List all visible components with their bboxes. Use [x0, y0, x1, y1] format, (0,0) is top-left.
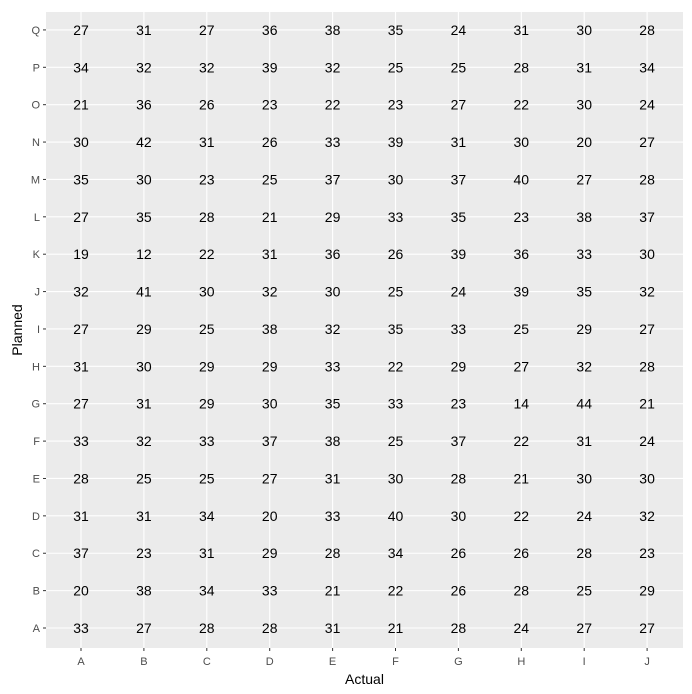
cell-label-c-b: 23 [136, 545, 152, 562]
cell-label-p-j: 34 [639, 59, 655, 76]
cell-label-p-d: 39 [261, 59, 278, 76]
y-tick-label-h: H [32, 361, 40, 374]
cell-label-p-a: 34 [73, 59, 89, 76]
cell-label-a-d: 28 [261, 620, 278, 636]
cell-label-b-j: 29 [639, 582, 655, 599]
cell-label-k-g: 39 [450, 246, 467, 263]
cell-label-j-c: 30 [199, 283, 215, 300]
cell-label-j-d: 32 [261, 283, 278, 300]
cell-label-p-e: 32 [324, 59, 341, 76]
cell-label-m-c: 23 [199, 171, 215, 188]
cell-label-e-d: 27 [261, 470, 278, 487]
y-tick-label-l: L [33, 211, 40, 224]
cell-label-p-i: 31 [576, 59, 592, 76]
cell-label-c-c: 31 [199, 545, 215, 562]
cell-label-d-d: 20 [261, 507, 278, 524]
cell-label-n-e: 33 [324, 134, 341, 151]
cell-label-k-a: 19 [73, 246, 89, 263]
y-axis-title: Planned [9, 304, 25, 356]
cell-label-h-a: 31 [73, 358, 89, 375]
cell-label-c-g: 26 [450, 545, 467, 562]
cell-label-l-g: 35 [450, 208, 467, 225]
cell-label-d-h: 22 [513, 507, 530, 524]
cell-label-o-c: 26 [199, 96, 215, 113]
cell-label-k-h: 36 [513, 246, 530, 263]
cell-label-h-h: 27 [513, 358, 530, 375]
cell-label-j-a: 32 [73, 283, 89, 300]
x-tick-label-h: H [517, 656, 526, 668]
cell-label-l-f: 33 [387, 208, 404, 225]
cell-label-d-e: 33 [324, 507, 341, 524]
cell-label-m-b: 30 [136, 171, 152, 188]
cell-label-h-c: 29 [199, 358, 215, 375]
y-tick-label-c: C [32, 548, 40, 561]
cell-label-g-a: 27 [73, 395, 89, 412]
cell-label-l-b: 35 [136, 208, 152, 225]
cell-label-f-h: 22 [513, 433, 530, 450]
cell-label-g-i: 44 [576, 395, 592, 412]
cell-label-q-b: 31 [136, 21, 152, 38]
cell-label-p-c: 32 [199, 59, 215, 76]
cell-label-c-d: 29 [261, 545, 278, 562]
cell-label-n-g: 31 [450, 134, 467, 151]
cell-label-l-j: 37 [639, 208, 655, 225]
cell-label-i-h: 25 [513, 320, 530, 337]
cell-label-i-e: 32 [324, 320, 341, 337]
cell-label-q-i: 30 [576, 21, 592, 38]
cell-label-q-f: 35 [387, 21, 404, 38]
cell-label-b-i: 25 [576, 582, 592, 599]
cell-label-d-b: 31 [136, 507, 152, 524]
cell-label-g-g: 23 [450, 395, 467, 412]
cell-label-k-e: 36 [324, 246, 341, 263]
cell-label-n-j: 27 [639, 134, 655, 151]
cell-label-c-e: 28 [324, 545, 341, 562]
cell-label-q-h: 31 [513, 21, 530, 38]
cell-label-c-f: 34 [387, 545, 404, 562]
cell-label-a-g: 28 [450, 620, 467, 636]
y-tick-label-e: E [32, 473, 40, 486]
cell-label-m-h: 40 [513, 171, 530, 188]
cell-label-g-f: 33 [387, 395, 404, 412]
cell-label-o-d: 23 [261, 96, 278, 113]
x-tick-label-f: F [392, 656, 399, 668]
cell-label-m-e: 37 [324, 171, 341, 188]
x-tick-label-e: E [328, 656, 337, 668]
cell-label-n-i: 20 [576, 134, 592, 151]
cell-label-a-a: 33 [73, 620, 89, 636]
x-tick-label-b: B [140, 656, 148, 668]
cell-label-e-h: 21 [513, 470, 530, 487]
x-tick-label-d: D [265, 656, 274, 668]
cell-label-n-d: 26 [261, 134, 278, 151]
cell-label-h-f: 22 [387, 358, 404, 375]
cell-label-i-d: 38 [261, 320, 278, 337]
cell-label-k-b: 12 [136, 246, 152, 263]
cell-label-c-i: 28 [576, 545, 592, 562]
cell-label-q-j: 28 [639, 21, 655, 38]
cell-label-j-b: 41 [136, 283, 152, 300]
y-tick-label-n: N [32, 137, 40, 150]
cell-label-d-a: 31 [73, 507, 89, 524]
cell-label-m-f: 30 [387, 171, 404, 188]
x-tick-label-j: J [644, 656, 650, 668]
cell-label-h-g: 29 [450, 358, 467, 375]
cell-label-f-g: 37 [450, 433, 467, 450]
cell-label-k-i: 33 [576, 246, 592, 263]
cell-label-i-b: 29 [136, 320, 152, 337]
cell-label-o-j: 24 [639, 96, 655, 113]
cell-label-k-f: 26 [387, 246, 404, 263]
cell-label-j-h: 39 [513, 283, 530, 300]
cell-label-a-c: 28 [199, 620, 215, 636]
cell-label-i-a: 27 [73, 320, 89, 337]
cell-label-n-c: 31 [199, 134, 215, 151]
cell-label-g-h: 14 [513, 395, 530, 412]
x-axis-title: Actual [345, 671, 384, 687]
cell-label-f-f: 25 [387, 433, 404, 450]
cell-label-b-g: 26 [450, 582, 467, 599]
y-tick-label-k: K [32, 249, 40, 262]
cell-label-l-e: 29 [324, 208, 341, 225]
cell-label-a-i: 27 [576, 620, 592, 636]
cell-label-i-g: 33 [450, 320, 467, 337]
cell-label-n-h: 30 [513, 134, 530, 151]
cell-label-l-h: 23 [513, 208, 530, 225]
cell-label-l-d: 21 [261, 208, 278, 225]
cell-label-m-d: 25 [261, 171, 278, 188]
y-tick-label-o: O [31, 99, 40, 112]
cell-label-e-b: 25 [136, 470, 152, 487]
cell-label-a-b: 27 [136, 620, 152, 636]
cell-label-b-e: 21 [324, 582, 341, 599]
cell-label-m-i: 27 [576, 171, 592, 188]
cell-label-m-g: 37 [450, 171, 467, 188]
y-tick-label-j: J [34, 286, 40, 299]
y-tick-label-m: M [30, 174, 40, 187]
cell-label-f-b: 32 [136, 433, 152, 450]
cell-label-i-i: 29 [576, 320, 592, 337]
cell-label-e-e: 31 [324, 470, 341, 487]
cell-label-q-d: 36 [261, 21, 278, 38]
x-tick-label-a: A [77, 656, 85, 668]
cell-label-b-c: 34 [199, 582, 215, 599]
cell-label-g-d: 30 [261, 395, 278, 412]
cell-label-l-a: 27 [73, 208, 89, 225]
y-tick-label-i: I [36, 323, 40, 336]
cell-label-g-j: 21 [639, 395, 655, 412]
cell-label-h-e: 33 [324, 358, 341, 375]
y-tick-label-a: A [32, 623, 40, 635]
cell-label-h-j: 28 [639, 358, 655, 375]
cell-label-g-b: 31 [136, 395, 152, 412]
cell-label-e-g: 28 [450, 470, 467, 487]
cell-label-a-h: 24 [513, 620, 530, 636]
cell-label-f-d: 37 [261, 433, 278, 450]
cell-label-n-b: 42 [136, 134, 152, 151]
cell-label-b-f: 22 [387, 582, 404, 599]
cell-label-f-e: 38 [324, 433, 341, 450]
cell-label-o-g: 27 [450, 96, 467, 113]
cell-label-j-f: 25 [387, 283, 404, 300]
cell-label-b-a: 20 [73, 582, 89, 599]
cell-label-q-e: 38 [324, 21, 341, 38]
cell-label-c-h: 26 [513, 545, 530, 562]
cell-label-d-c: 34 [199, 507, 215, 524]
cell-label-o-b: 36 [136, 96, 152, 113]
cell-label-g-c: 29 [199, 395, 215, 412]
cell-label-q-c: 27 [199, 21, 215, 38]
y-tick-label-f: F [33, 436, 40, 449]
cell-label-f-c: 33 [199, 433, 215, 450]
cell-label-l-i: 38 [576, 208, 592, 225]
cell-label-i-f: 35 [387, 320, 404, 337]
cell-label-f-i: 31 [576, 433, 592, 450]
cell-label-o-h: 22 [513, 96, 530, 113]
cell-label-d-i: 24 [576, 507, 592, 524]
cell-label-c-j: 23 [639, 545, 655, 562]
cell-label-b-d: 33 [261, 582, 278, 599]
cell-label-i-c: 25 [199, 320, 215, 337]
cell-label-e-a: 28 [73, 470, 89, 487]
cell-label-b-h: 28 [513, 582, 530, 599]
cell-label-g-e: 35 [324, 395, 341, 412]
cell-label-q-a: 27 [73, 21, 89, 38]
cell-label-e-j: 30 [639, 470, 655, 487]
cell-label-d-g: 30 [450, 507, 467, 524]
y-tick-label-q: Q [31, 24, 40, 37]
cell-label-h-i: 32 [576, 358, 592, 375]
cell-label-p-f: 25 [387, 59, 404, 76]
cell-label-m-j: 28 [639, 171, 655, 188]
cell-label-a-e: 31 [324, 620, 341, 636]
y-tick-label-b: B [32, 585, 40, 598]
cell-label-o-e: 22 [324, 96, 341, 113]
x-axis [77, 648, 650, 668]
cell-label-l-c: 28 [199, 208, 215, 225]
cell-label-i-j: 27 [639, 320, 655, 337]
cell-label-a-j: 27 [639, 620, 655, 636]
cell-label-p-b: 32 [136, 59, 152, 76]
y-tick-label-d: D [32, 510, 40, 523]
cell-label-p-g: 25 [450, 59, 467, 76]
cell-label-e-i: 30 [576, 470, 592, 487]
x-tick-label-c: C [202, 656, 211, 668]
cell-label-q-g: 24 [450, 21, 467, 38]
x-tick-label-g: G [454, 656, 463, 668]
cell-label-k-c: 22 [199, 246, 215, 263]
cell-label-b-b: 38 [136, 582, 152, 599]
cell-label-n-f: 39 [387, 134, 404, 151]
cell-label-p-h: 28 [513, 59, 530, 76]
cell-label-k-j: 30 [639, 246, 655, 263]
cell-label-j-j: 32 [639, 283, 655, 300]
cell-label-j-i: 35 [576, 283, 592, 300]
cell-label-f-j: 24 [639, 433, 655, 450]
y-tick-label-g: G [31, 398, 40, 411]
cell-label-d-j: 32 [639, 507, 655, 524]
cell-label-a-f: 21 [387, 620, 404, 636]
cell-label-j-g: 24 [450, 283, 467, 300]
cell-label-o-i: 30 [576, 96, 592, 113]
cell-label-f-a: 33 [73, 433, 89, 450]
cell-label-c-a: 37 [73, 545, 89, 562]
cell-label-m-a: 35 [73, 171, 89, 188]
cell-label-o-f: 23 [387, 96, 404, 113]
cell-label-j-e: 30 [324, 283, 341, 300]
cell-label-n-a: 30 [73, 134, 89, 151]
y-axis [31, 25, 46, 635]
cell-label-h-b: 30 [136, 358, 152, 375]
cell-label-o-a: 21 [73, 96, 89, 113]
cell-label-k-d: 31 [261, 246, 278, 263]
x-tick-label-i: I [582, 656, 586, 668]
cell-label-d-f: 40 [387, 507, 404, 524]
y-tick-label-p: P [32, 62, 40, 75]
cell-label-h-d: 29 [261, 358, 278, 375]
cell-label-e-c: 25 [199, 470, 215, 487]
cell-label-e-f: 30 [387, 470, 404, 487]
